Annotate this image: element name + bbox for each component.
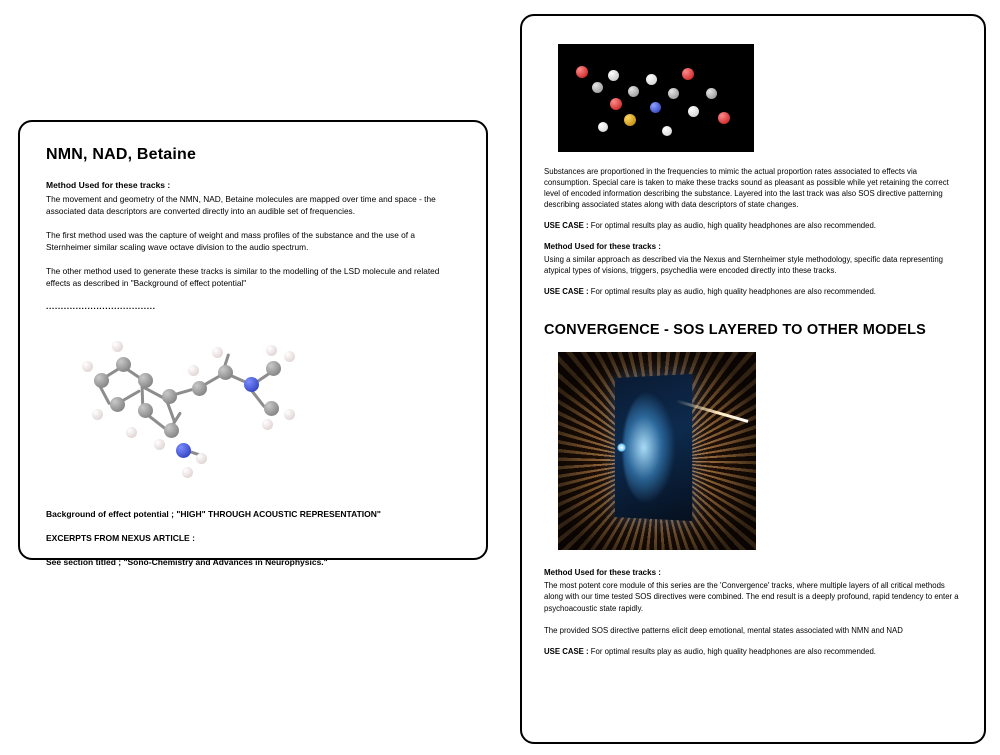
convergence-heading: CONVERGENCE - SOS LAYERED TO OTHER MODELS [544,322,927,339]
method-paragraph-2: The most potent core module of this series are the 'Convergence' tracks, where multiple layers of all critical methods along with our time tested SOS directives were combined. The end result is a deeply profound, rapid tendency to enter a psychoacoustic state rapidly. [544,581,959,613]
use-case-label-2: USE CASE : [544,287,589,297]
method-paragraph: The movement and geometry of the NMN, NAD, Betaine molecules are mapped over time and space - the associated data descriptors are converted directly into an audible set of frequencies. [46,194,436,217]
use-case-2 [544,287,962,296]
use-case-text-3: For optimal results play as audio, high quality headphones are also recommended. [588,646,876,656]
left-document-card [18,120,488,568]
excerpts-line: EXCERPTS FROM NEXUS ARTICLE : [46,533,195,544]
use-case-text-2: For optimal results play as audio, high quality headphones are also recommended. [588,287,876,297]
convergence-artwork [558,352,756,550]
dot-separator: ..................................... [46,301,156,312]
right-document-card [520,14,986,744]
other-method-paragraph: The other method used to generate these tracks is similar to the modelling of the LSD molecule and related effects as described in "Background of effect potential" [46,266,440,289]
method-paragraph-1: Using a similar approach as described via the Nexus and Sternheimer style methodology, specific data representing atypical types of visions, triggers, psychedlia were encoded directly into these tracks. [544,255,944,276]
use-case-label-3: USE CASE : [544,646,589,656]
molecule-illustration [62,335,322,485]
method-label-2: Method Used for these tracks : [544,568,661,578]
sos-directive-paragraph: The provided SOS directive patterns elicit deep emotional, mental states associated with NMN and NAD [544,625,903,635]
method-label: Method Used for these tracks : [46,180,171,190]
method-label-1: Method Used for these tracks : [544,242,661,252]
molecule-photo [558,44,754,152]
use-case-label-1: USE CASE : [544,221,589,231]
use-case-text-1: For optimal results play as audio, high quality headphones are also recommended. [588,221,876,231]
page-title: NMN, NAD, Betaine [46,146,197,163]
background-effect-line: Background of effect potential ; "HIGH" THROUGH ACOUSTIC REPRESENTATION" [46,509,381,520]
use-case-3 [544,647,962,656]
see-section-line: See section titled ; "Sono-Chemistry and Advances in Neurophysics." [46,557,328,568]
use-case-1 [544,221,962,230]
substances-paragraph: Substances are proportioned in the frequencies to mimic the actual proportion rates associated to effects via consumption. Special care is taken to make these tracks sound as pleasant as possible while yet retaining the correct level of encoded information describing the substance. Layered into the last track was also SOS directive patterning describing associated states along with data descriptors of state changes. [544,167,949,210]
first-method-paragraph: The first method used was the capture of weight and mass profiles of the substance and the use of a Sternheimer similar scaling wave octave division to the audio spectrum. [46,230,415,253]
